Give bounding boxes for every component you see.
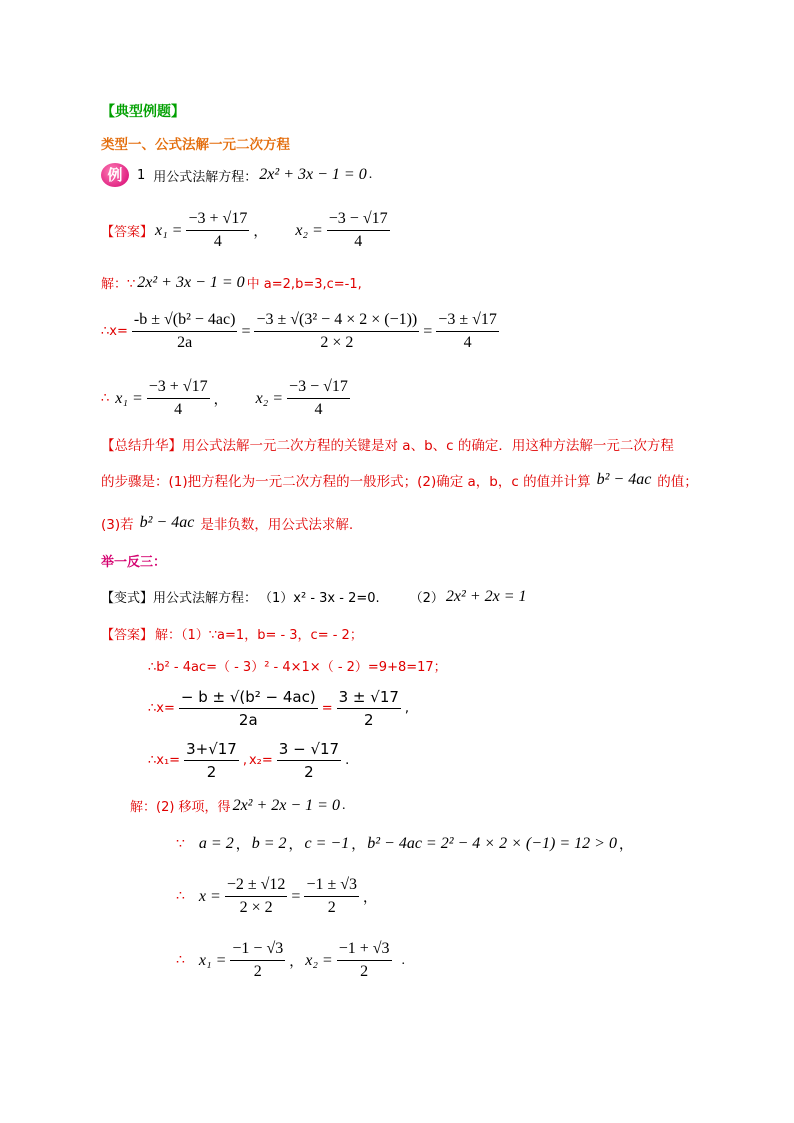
solution-frac2-den: 2 × 2 <box>320 334 354 351</box>
variant-line3-frac2-den: 2 <box>364 711 374 729</box>
part2-line3 <box>176 876 377 917</box>
variant-line4-x1: ∴x₁= <box>148 753 181 768</box>
variant-q2-prefix: （2） <box>409 591 444 606</box>
part2-disc: b² − 4ac = 2² − 4 × 2 × (−1) = 12 > 0 <box>367 835 617 852</box>
solution-x1-num: −3 + √17 <box>147 378 210 399</box>
summary-line2-a: 的步骤是：(1)把方程化为一元二次方程的一般形式；(2)确定 a，b，c 的值并计算 <box>101 474 591 490</box>
part2-line3-eq: = <box>291 887 301 905</box>
part2-line4-x1: x₁ = <box>198 951 227 969</box>
solution-sep: ， <box>213 392 228 408</box>
summary-line3-b: 是非负数，用公式法求解. <box>200 517 354 533</box>
part2-a: a = 2 <box>198 835 234 852</box>
solution-frac1-num: -b ± √(b² − 4ac) <box>132 311 238 332</box>
part2-b: b = 2 <box>251 835 287 852</box>
part2-line4-comma: ， <box>289 954 304 970</box>
variant-line4-x1-den: 2 <box>206 763 217 781</box>
part2-comma-3: ， <box>351 838 366 853</box>
part2-line3-frac1-den: 2 × 2 <box>239 899 273 916</box>
part2-line4-x1-den: 2 <box>253 963 262 980</box>
practice-heading: 举一反三： <box>101 555 167 570</box>
variant-line3-frac1 <box>179 688 318 729</box>
solution-frac1 <box>132 311 238 352</box>
part2-line4-x2-num: −1 + √3 <box>337 940 392 961</box>
variant-q1: （1）x² - 3x - 2=0. <box>259 591 380 606</box>
summary-line2-b: 的值； <box>657 474 698 490</box>
answer-x2-lhs: x₂ = <box>295 221 323 239</box>
variant-line3-suffix: , <box>404 701 410 716</box>
variant-answer-label: 【答案】 <box>101 628 154 643</box>
answer-x2-den: 4 <box>354 233 363 250</box>
variant-answer-line3 <box>148 688 409 729</box>
part2-line3-therefore: ∴ <box>176 889 185 904</box>
answer-x1-fraction <box>186 210 249 251</box>
variant-line4-x2-frac <box>277 740 341 781</box>
part2-line3-frac1 <box>225 876 288 917</box>
solution-line1 <box>101 273 362 292</box>
part2-line4-x1-frac <box>230 940 285 981</box>
variant-row <box>101 587 527 606</box>
example-icon: 例 <box>101 163 129 187</box>
answer-sep: ， <box>253 224 268 240</box>
variant-line3-frac1-den: 2a <box>238 711 258 729</box>
example-row <box>101 163 372 187</box>
solution-frac3-num: −3 ± √17 <box>436 311 499 332</box>
summary-line1: 【总结升华】用公式法解一元二次方程的关键是对 a、b、c 的确定．用这种方法解一元二次方程 <box>101 438 674 454</box>
answer-row <box>101 210 392 251</box>
section-heading: 【典型例题】 <box>101 104 185 120</box>
variant-answer-line1-text: 解：（1）∵a=1，b= - 3，c= - 2； <box>155 628 363 643</box>
solution-line3 <box>101 378 352 419</box>
part2-line4-x2: x₂ = <box>305 951 333 969</box>
variant-line4-sep: , <box>242 753 247 768</box>
solution-eq2: = <box>423 322 433 340</box>
solution-x1-fraction <box>147 378 210 419</box>
part2-line3-frac2 <box>304 876 359 917</box>
summary-line3 <box>101 513 353 533</box>
solution-frac1-den: 2a <box>177 334 193 351</box>
part2-line3-comma: ， <box>363 890 378 906</box>
part2-comma-2: ， <box>288 838 303 853</box>
part2-line3-frac2-den: 2 <box>327 899 336 916</box>
answer-x2-num: −3 − √17 <box>327 210 390 231</box>
part2-line1-prefix: 解：(2) 移项，得 <box>130 800 231 815</box>
type-heading: 类型一、公式法解一元二次方程 <box>101 137 290 153</box>
answer-x1-lhs: x₁ = <box>155 221 183 239</box>
variant-line4-end: . <box>345 753 350 768</box>
part2-comma-1: ， <box>235 838 250 853</box>
part2-line4-therefore: ∴ <box>176 953 185 968</box>
part2-line1-eq: 2x² + 2x − 1 = 0 <box>232 796 340 814</box>
variant-line4-x2-den: 2 <box>304 763 314 781</box>
answer-label: 【答案】 <box>101 225 154 240</box>
solution-frac3 <box>436 311 499 352</box>
solution-x2-den: 4 <box>314 401 323 418</box>
solution-step2-prefix: ∴x= <box>101 324 128 339</box>
answer-x2-fraction <box>327 210 390 251</box>
part2-line4-x2-den: 2 <box>360 963 369 980</box>
variant-line4-x1-frac <box>184 740 239 781</box>
example-prompt: 用公式法解方程： <box>153 169 258 185</box>
summary-line2-math: b² − 4ac <box>596 471 652 488</box>
example-equation: 2x² + 3x − 1 = 0 <box>259 166 367 183</box>
variant-line3-frac2 <box>337 688 401 729</box>
part2-line4-end: . <box>401 952 406 968</box>
solution-x2-lhs: x₂ = <box>255 389 284 407</box>
variant-line3-eq: = <box>321 701 333 716</box>
summary-line2 <box>101 470 698 490</box>
part2-line3-lhs: x = <box>198 887 221 905</box>
solution-coeffs: 中 a=2,b=3,c=-1, <box>246 277 362 292</box>
answer-x1-num: −3 + √17 <box>186 210 249 231</box>
solution-x2-num: −3 − √17 <box>287 378 350 399</box>
summary-line3-math: b² − 4ac <box>139 514 195 531</box>
solution-prefix: 解：∵ <box>101 277 136 292</box>
solution-step3-prefix: ∴ <box>101 391 110 406</box>
solution-x1-den: 4 <box>174 401 183 418</box>
variant-line3-frac2-num: 3 ± √17 <box>337 688 401 709</box>
solution-line2 <box>101 311 501 352</box>
variant-answer-line1 <box>101 624 363 643</box>
variant-line3-prefix: ∴x= <box>148 701 175 716</box>
part2-line1 <box>130 796 345 815</box>
part2-comma-4: ， <box>618 838 633 853</box>
variant-answer-line2: ∴b² - 4ac=（ - 3）² - 4×1×（ - 2）=9+8=17； <box>148 660 447 675</box>
solution-x2-fraction <box>287 378 350 419</box>
part2-line4-x1-num: −1 − √3 <box>230 940 285 961</box>
solution-x1-lhs: x₁ = <box>115 389 143 407</box>
part2-line1-end: . <box>341 797 346 813</box>
solution-frac2 <box>254 311 419 352</box>
part2-line3-frac2-num: −1 ± √3 <box>304 876 359 897</box>
part2-line4-x2-frac <box>337 940 392 981</box>
variant-answer-line4 <box>148 740 349 781</box>
solution-eq1: = <box>241 322 251 340</box>
solution-frac2-num: −3 ± √(3² − 4 × 2 × (−1)) <box>254 311 419 332</box>
part2-line4 <box>176 940 405 981</box>
part2-line2 <box>176 834 633 854</box>
part2-c: c = −1 <box>304 835 350 852</box>
summary-line3-a: (3)若 <box>101 517 134 533</box>
example-number: 1 <box>137 167 146 183</box>
variant-line4-x2-num: 3 − √17 <box>277 740 341 761</box>
variant-line3-frac1-num: − b ± √(b² − 4ac) <box>179 688 318 709</box>
variant-q2-eq: 2x² + 2x = 1 <box>445 587 527 605</box>
part2-because: ∵ <box>176 836 185 852</box>
variant-label: 【变式】用公式法解方程： <box>101 591 258 606</box>
part2-line3-frac1-num: −2 ± √12 <box>225 876 288 897</box>
answer-x1-den: 4 <box>213 233 222 250</box>
variant-line4-x1-num: 3+√17 <box>184 740 239 761</box>
variant-line4-x2: x₂= <box>248 753 273 768</box>
example-period: . <box>368 167 373 182</box>
solution-frac3-den: 4 <box>463 334 472 351</box>
solution-equation: 2x² + 3x − 1 = 0 <box>137 273 245 291</box>
